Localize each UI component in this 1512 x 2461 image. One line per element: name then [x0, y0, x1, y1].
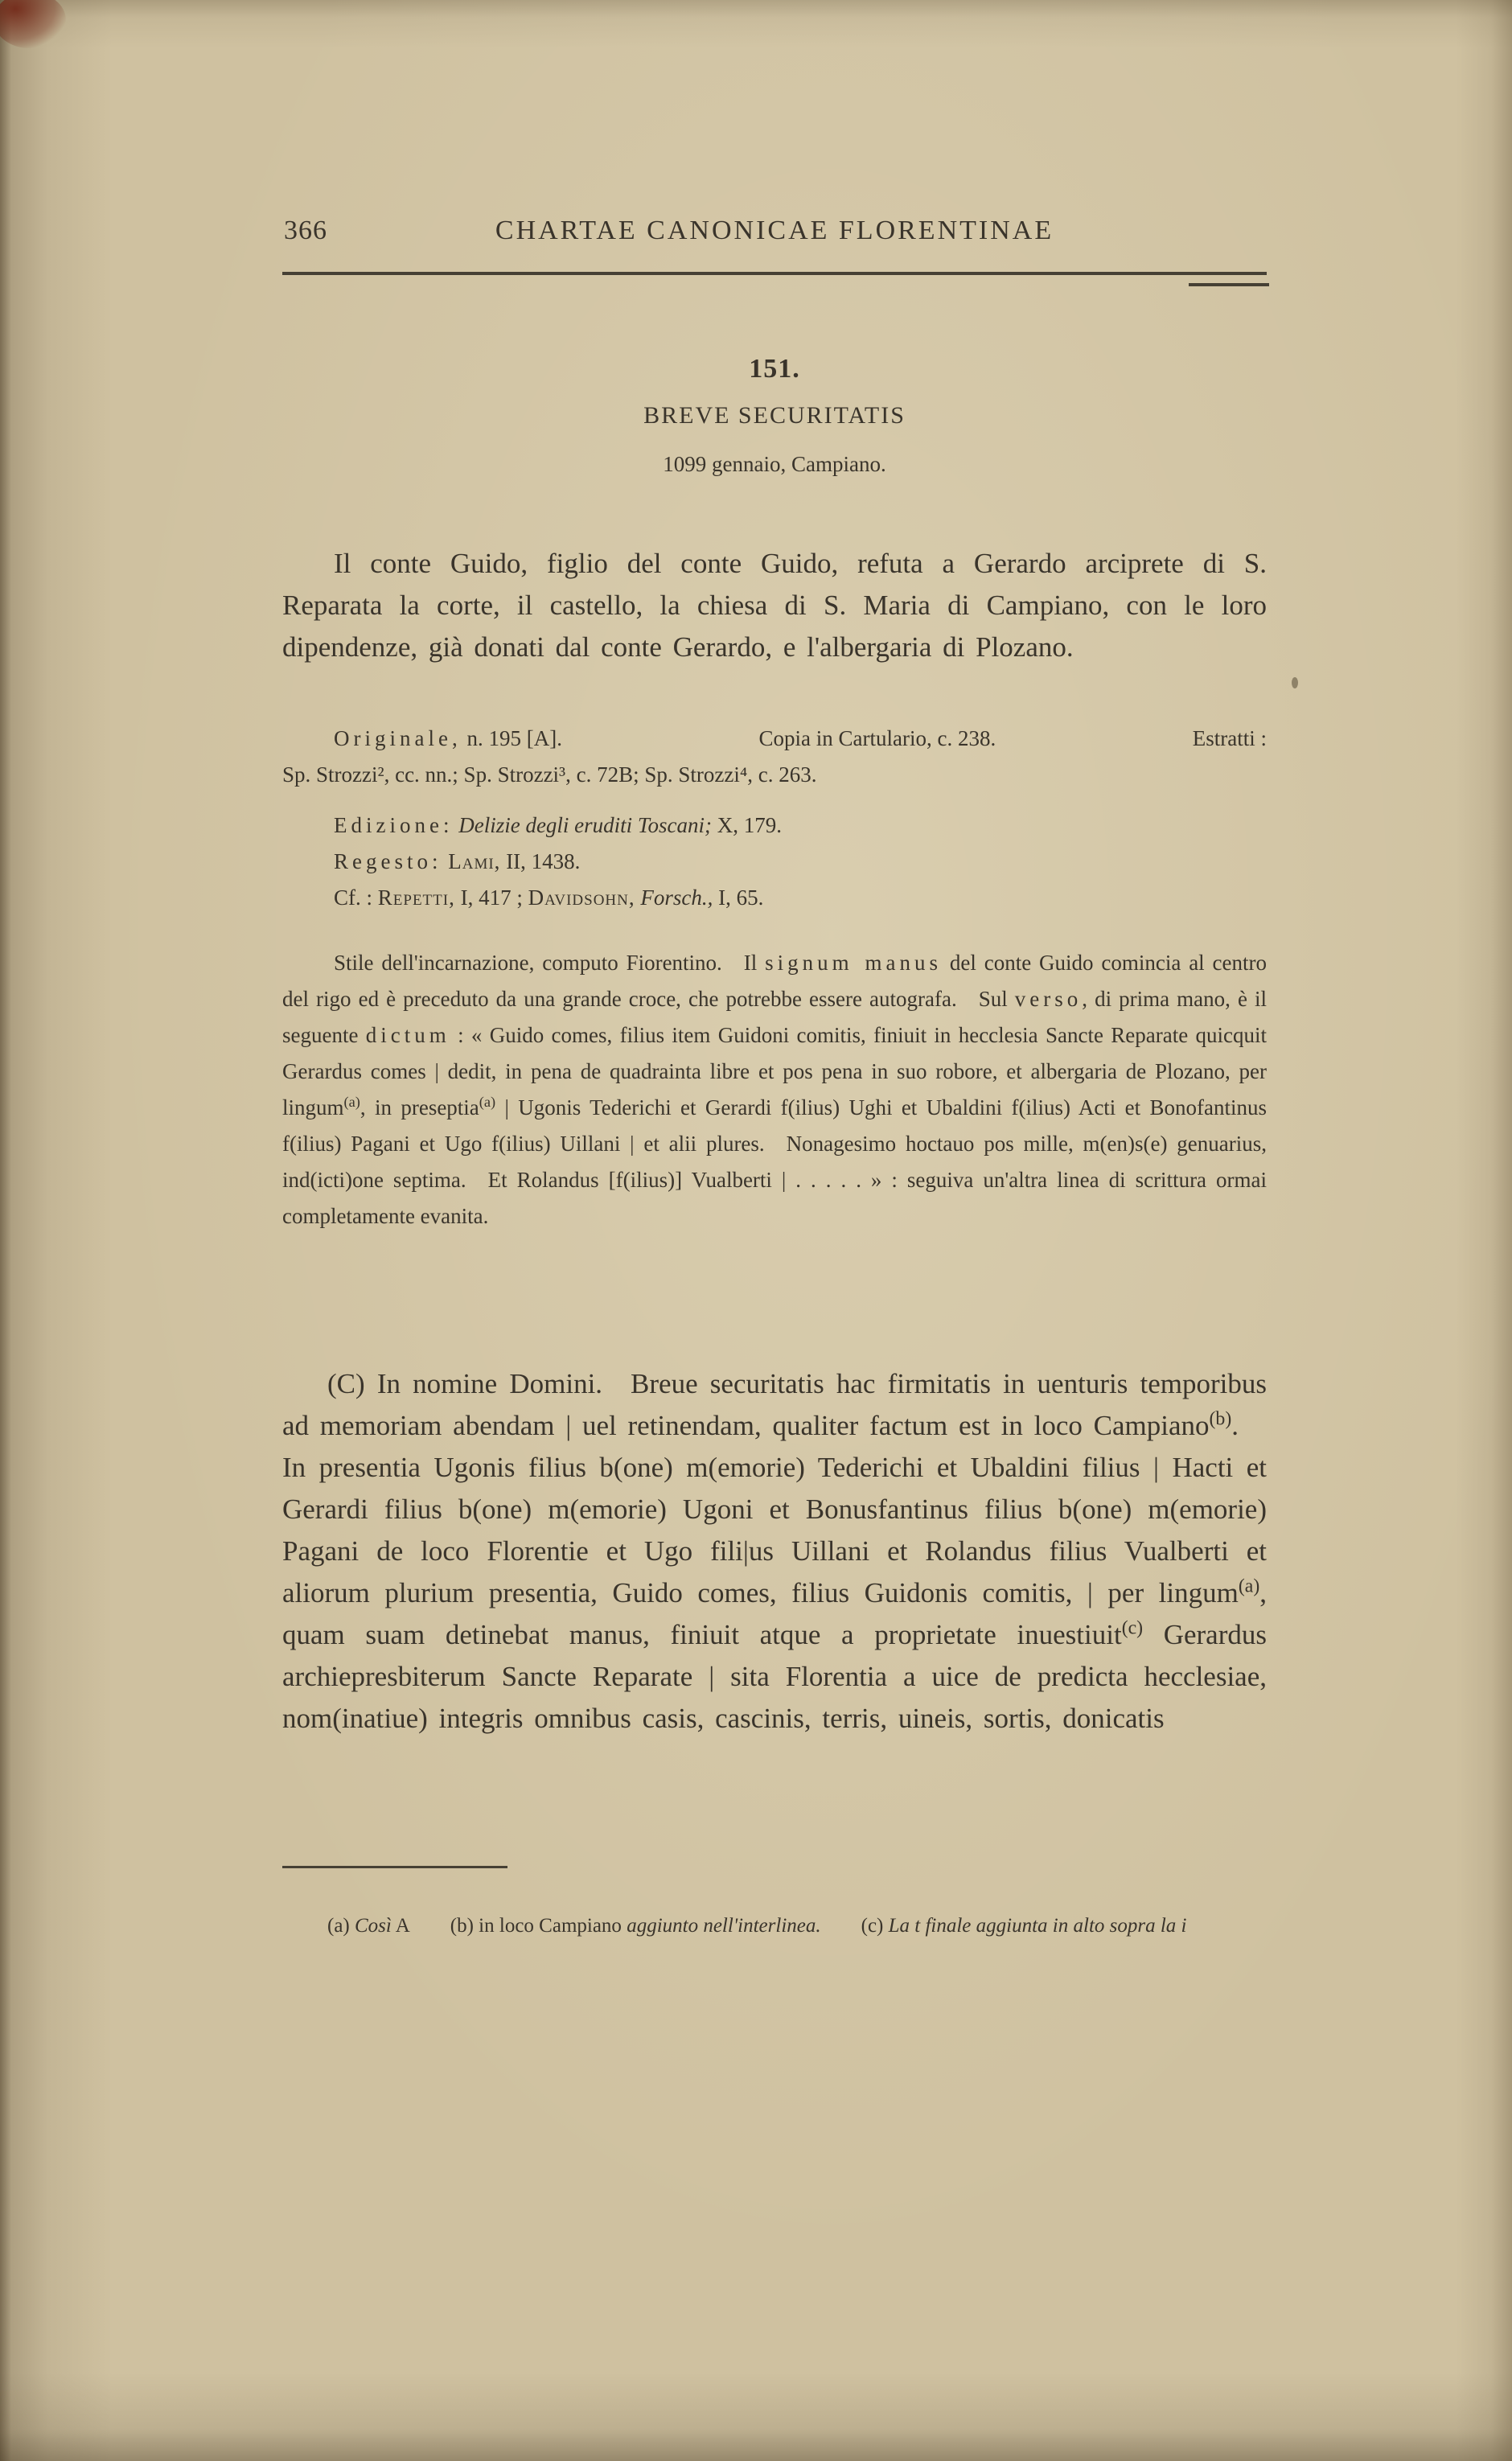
note-marker-b: (b)	[1209, 1408, 1232, 1430]
apparatus-regesto: Regesto: Lami, II, 1438.	[334, 849, 581, 873]
running-header	[282, 216, 1267, 253]
note-marker-a: (a)	[1238, 1576, 1260, 1597]
apparatus-edizione: Edizione: Delizie degli eruditi Toscani; X, 179.	[334, 813, 782, 837]
charter-dateline: 1099 gennaio, Campiano.	[663, 452, 886, 476]
footnotes: (a) Così A (b) in loco Campiano aggiunto nell'interlinea. (c) La t finale aggiunta in alto sopra la i	[327, 1915, 1187, 1937]
apparatus-cf: Cf. : Repetti, I, 417 ; Davidsohn, Forsch., I, 65.	[334, 885, 764, 910]
apparatus-originale: Originale, n. 195 [A].	[334, 726, 562, 750]
note-marker-a: (a)	[479, 1094, 496, 1110]
note-marker-c: (c)	[1121, 1617, 1144, 1639]
page-number: 366	[284, 216, 327, 245]
apparatus-estratti-label: Estratti :	[1192, 726, 1267, 750]
footnote-rule	[282, 1866, 507, 1868]
charter-number: 151.	[749, 354, 800, 384]
diplomatic-note: Stile dell'incarnazione, computo Fiorentino. Il signum manus del conte Guido comincia al centro del rigo ed è preceduto da una grande croce, che potrebbe essere autografa. Sul verso, di prima mano, è il seguente dictum : « Guido comes, filius item Guidoni comitis, finiuit in hecclesia Sancte Reparate quicquit Gerardus comes | dedit, in pena de quadrainta libre et pos pena in suo robore, et albergaria de Plozano, per lingum$^{(a)}$, in preseptia$^{(a)}$ | Ugonis Tederichi et Gerardi f(ilius) Ughi et Ubaldini f(ilius) Acti et Bonofantinus f(ilius) Pagani et Ugo f(ilius) Uillani | et alii plures. Nonagesimo hoctauo pos mille, m(en)s(e) genuarius, ind(icti)one septima. Et Rolandus [f(ilius)] Vualberti | . . . . . » : seguiva un'altra linea di scrittura ormai completamente evanita.	[282, 951, 1267, 1228]
apparatus-copia: Copia in Cartulario, c. 238.	[758, 726, 996, 750]
apparatus-line-1	[282, 721, 1267, 757]
charter-text: (C) In nomine Domini. Breue securitatis hac firmitatis in uenturis temporibus ad memoriam abendam | uel retinendam, qualiter factum est in loco Campiano$^{(b)}$. In presentia Ugonis filius b(one) m(emorie) Tederichi et Ubaldini filius | Hacti et Gerardi filius b(one) m(emorie) Ugoni et Bonusfantinus filius b(one) m(emorie) Pagani de loco Florentie et Ugo fili|us Uillani et Rolandus filius Vualberti et aliorum plurium presentia, Guido comes, filius Guidonis comitis, | per lingum$^{(a)}$, quam suam detinebat manus, finiuit atque a proprietate inuestiuit$^{(c)}$ Gerardus archiepresbiterum Sancte Reparate | sita Florentia a uice de predicta hecclesiae, nom(inatiue) integris omnibus casis, cascinis, terris, uineis, sortis, donicatis	[282, 1368, 1267, 1734]
apparatus-line-2: Sp. Strozzi², cc. nn.; Sp. Strozzi³, c. 72B; Sp. Strozzi⁴, c. 263.	[282, 762, 817, 787]
header-rule	[282, 272, 1267, 275]
regest-summary: Il conte Guido, figlio del conte Guido, refuta a Gerardo arciprete di S. Reparata la corte, il castello, la chiesa di S. Maria di Campiano, con le loro dipendenze, già donati dal conte Gerardo, e l'albergaria di Plozano.	[282, 548, 1267, 663]
header-rule-dash	[1189, 283, 1269, 286]
book-title: CHARTAE CANONICAE FLORENTINAE	[495, 216, 1054, 245]
note-marker-a: (a)	[343, 1094, 360, 1110]
paper-stain	[0, 0, 66, 48]
charter-title: BREVE SECURITATIS	[643, 402, 906, 429]
paper-speck	[1292, 677, 1298, 688]
